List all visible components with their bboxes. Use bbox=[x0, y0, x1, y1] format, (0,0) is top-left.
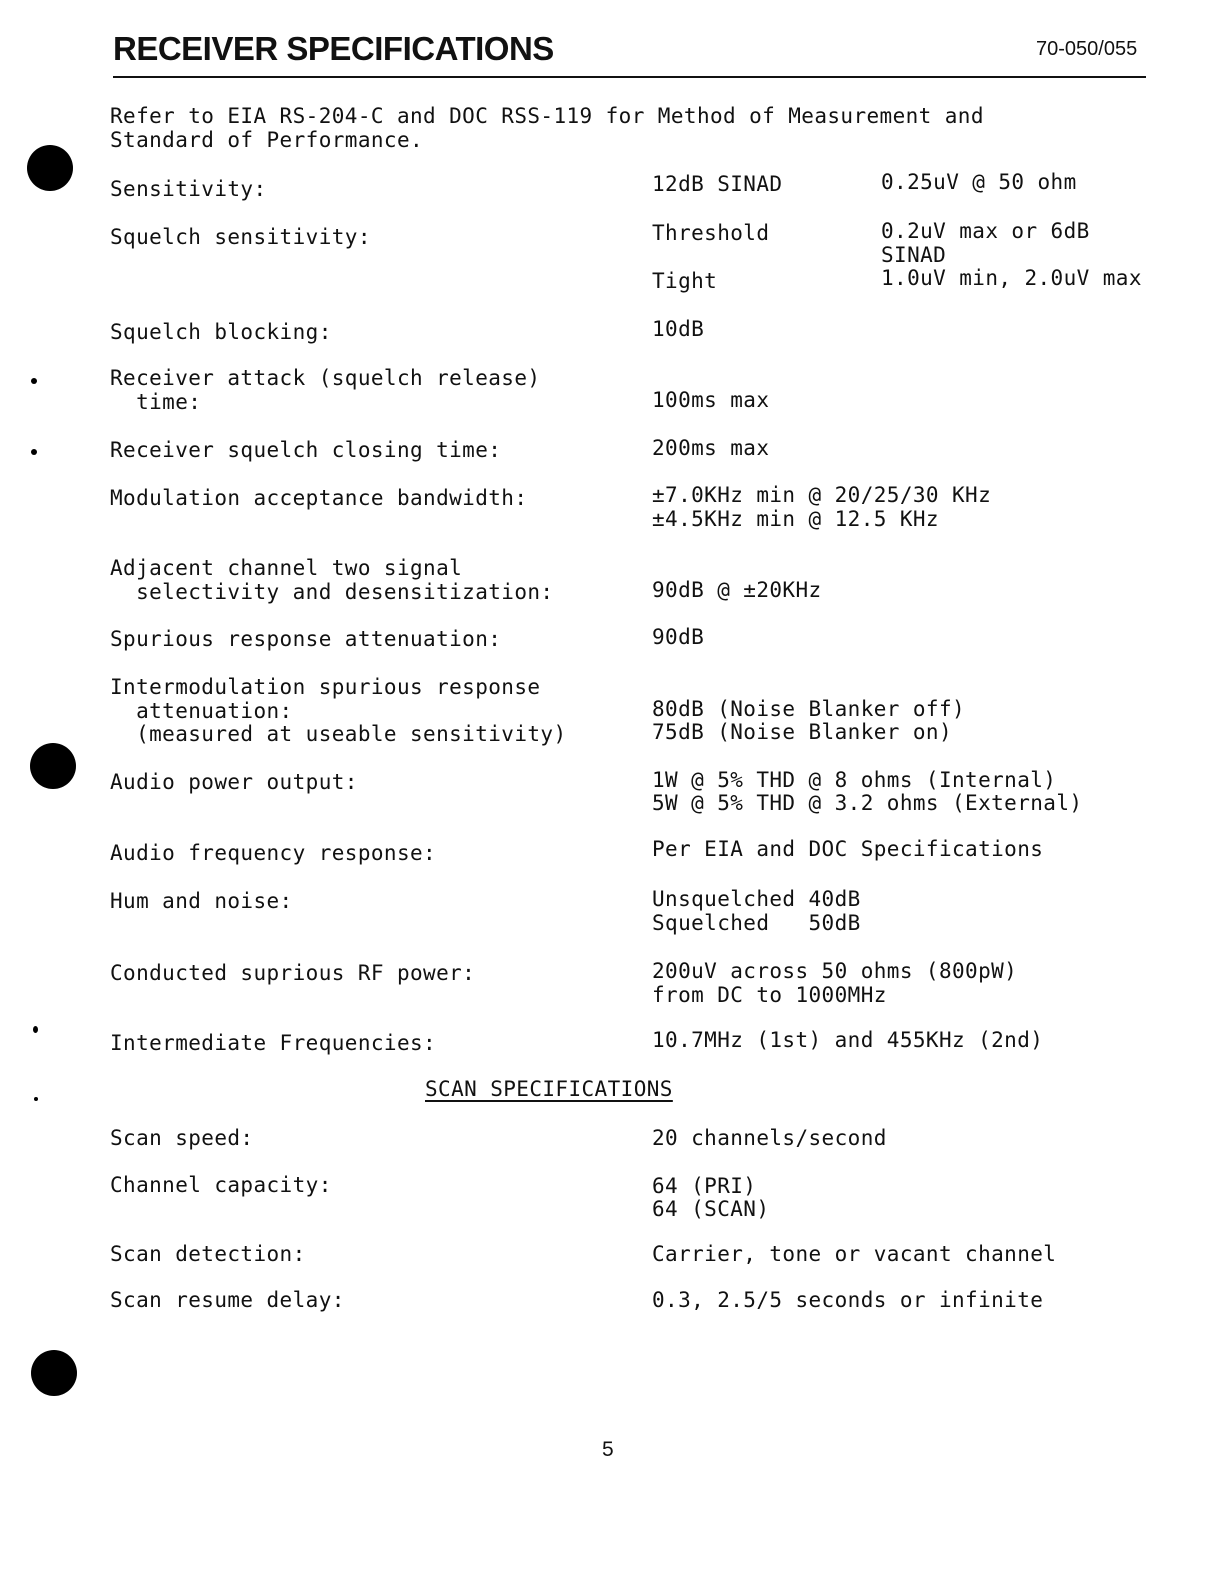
spec-label: Audio power output: bbox=[110, 770, 358, 794]
spec-value: 1W @ 5% THD @ 8 ohms (Internal) bbox=[652, 768, 1057, 792]
spec-value: 10.7MHz (1st) and 455KHz (2nd) bbox=[652, 1028, 1044, 1052]
header-rule bbox=[113, 76, 1146, 78]
margin-speck bbox=[31, 378, 37, 384]
spec-label: attenuation: bbox=[110, 699, 293, 723]
spec-label: Receiver squelch closing time: bbox=[110, 438, 502, 462]
spec-value: 0.25uV @ 50 ohm bbox=[881, 170, 1077, 194]
spec-value: 10dB bbox=[652, 317, 705, 341]
spec-label: Channel capacity: bbox=[110, 1173, 332, 1197]
page-title: RECEIVER SPECIFICATIONS bbox=[113, 30, 554, 67]
punch-hole bbox=[30, 743, 76, 789]
spec-label: Scan speed: bbox=[110, 1126, 254, 1150]
spec-value: from DC to 1000MHz bbox=[652, 983, 887, 1007]
spec-label: Intermediate Frequencies: bbox=[110, 1031, 437, 1055]
spec-value: 1.0uV min, 2.0uV max bbox=[881, 266, 1142, 290]
spec-value: 0.3, 2.5/5 seconds or infinite bbox=[652, 1288, 1044, 1312]
intro-line: Refer to EIA RS-204-C and DOC RSS-119 for Method of Measurement and bbox=[110, 104, 984, 128]
spec-label: Squelch sensitivity: bbox=[110, 225, 371, 249]
spec-value: 200uV across 50 ohms (800pW) bbox=[652, 959, 1018, 983]
spec-value: ±4.5KHz min @ 12.5 KHz bbox=[652, 507, 939, 531]
spec-label: time: bbox=[110, 390, 202, 414]
margin-speck bbox=[31, 449, 37, 455]
spec-label: (measured at useable sensitivity) bbox=[110, 722, 567, 746]
spec-value: 20 channels/second bbox=[652, 1126, 887, 1150]
spec-condition: Threshold bbox=[652, 221, 770, 245]
spec-label: Receiver attack (squelch release) bbox=[110, 366, 541, 390]
spec-value: 90dB @ ±20KHz bbox=[652, 578, 822, 602]
punch-hole bbox=[27, 145, 73, 191]
spec-value: Per EIA and DOC Specifications bbox=[652, 837, 1044, 861]
margin-speck bbox=[34, 1097, 38, 1101]
spec-label: selectivity and desensitization: bbox=[110, 580, 554, 604]
page-number: 5 bbox=[602, 1438, 614, 1461]
spec-value: SINAD bbox=[881, 243, 947, 267]
punch-hole bbox=[31, 1350, 77, 1396]
spec-value: 64 (PRI) bbox=[652, 1174, 757, 1198]
spec-label: Conducted suprious RF power: bbox=[110, 961, 476, 985]
spec-label: Audio frequency response: bbox=[110, 841, 437, 865]
spec-label: Intermodulation spurious response bbox=[110, 675, 541, 699]
spec-value: 100ms max bbox=[652, 388, 770, 412]
spec-value: 80dB (Noise Blanker off) bbox=[652, 697, 966, 721]
spec-label: Squelch blocking: bbox=[110, 320, 332, 344]
spec-value: 5W @ 5% THD @ 3.2 ohms (External) bbox=[652, 791, 1083, 815]
spec-label: Sensitivity: bbox=[110, 177, 267, 201]
spec-label: Scan resume delay: bbox=[110, 1288, 345, 1312]
section-heading: SCAN SPECIFICATIONS bbox=[425, 1077, 673, 1101]
spec-value: 0.2uV max or 6dB bbox=[881, 219, 1090, 243]
spec-label: Scan detection: bbox=[110, 1242, 306, 1266]
spec-value: 64 (SCAN) bbox=[652, 1197, 770, 1221]
document-number: 70-050/055 bbox=[1036, 38, 1138, 60]
spec-condition: Tight bbox=[652, 269, 718, 293]
spec-condition: 12dB SINAD bbox=[652, 172, 783, 196]
margin-speck bbox=[33, 1026, 38, 1033]
spec-label: Modulation acceptance bandwidth: bbox=[110, 486, 528, 510]
spec-value: 75dB (Noise Blanker on) bbox=[652, 720, 952, 744]
spec-label: Adjacent channel two signal bbox=[110, 556, 463, 580]
spec-label: Hum and noise: bbox=[110, 889, 293, 913]
spec-value: 200ms max bbox=[652, 436, 770, 460]
spec-value: Carrier, tone or vacant channel bbox=[652, 1242, 1057, 1266]
spec-value: 90dB bbox=[652, 625, 705, 649]
spec-value: Unsquelched 40dB bbox=[652, 887, 861, 911]
spec-label: Spurious response attenuation: bbox=[110, 627, 502, 651]
intro-line: Standard of Performance. bbox=[110, 128, 424, 152]
spec-value: Squelched 50dB bbox=[652, 911, 861, 935]
spec-value: ±7.0KHz min @ 20/25/30 KHz bbox=[652, 483, 992, 507]
